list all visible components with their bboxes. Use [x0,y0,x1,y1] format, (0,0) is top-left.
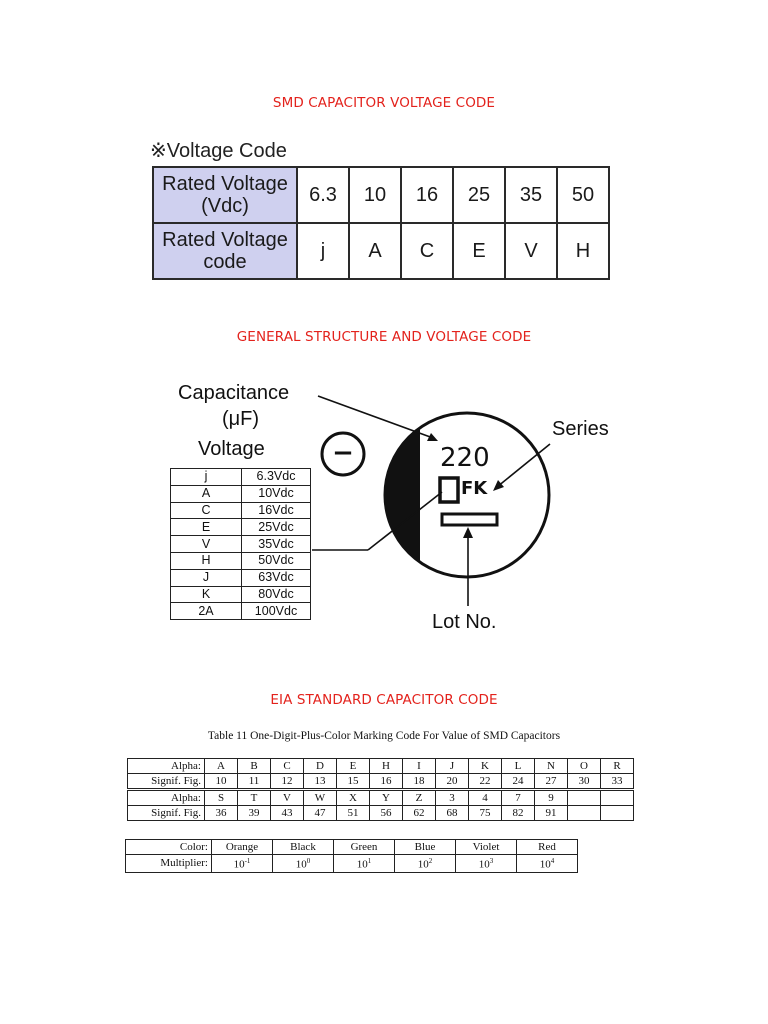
multiplier-row [126,855,578,873]
multiplier-base: 10 [478,858,490,871]
heading-general-structure: GENERAL STRUCTURE AND VOLTAGE CODE [236,329,532,345]
signif-row [128,774,634,790]
multiplier-cell [212,855,273,873]
alpha-cell: 4 [469,790,502,806]
alpha-cell: B [238,759,271,774]
color-cell: Orange [212,840,273,855]
voltage-code-caption: ※Voltage Code [150,140,287,162]
voltage-cell: 10Vdc [242,485,311,502]
capacitance-leader-line [318,396,433,438]
multiplier-cell [334,855,395,873]
signif-cell: 43 [271,806,304,821]
table-row [171,502,311,519]
color-label: Color: [126,840,212,855]
multiplier-cell [456,855,517,873]
alpha-cell: E [337,759,370,774]
alpha-cell: I [403,759,436,774]
voltage-code-table [152,166,610,280]
capacitance-value: 220 [440,443,490,473]
alpha-label: Alpha: [128,790,205,806]
negative-stripe [384,427,420,563]
voltage-label: Voltage [198,438,265,460]
table-row [171,552,311,569]
voltage-code-header [153,223,297,279]
voltage-cell: 35Vdc [242,536,311,553]
voltage-cell: 100Vdc [242,603,311,620]
signif-cell: 24 [502,774,535,790]
header-line: (Vdc) [201,195,249,217]
table-row [171,603,311,620]
signif-cell: 33 [601,774,634,790]
multiplier-base: 10 [295,858,307,871]
signif-cell: 27 [535,774,568,790]
signif-cell: 47 [304,806,337,821]
signif-cell: 36 [205,806,238,821]
code-cell: j [171,469,242,486]
alpha-cell: T [238,790,271,806]
multiplier-exponent: -1 [244,857,251,865]
voltage-code-box [440,478,458,502]
signif-cell: 51 [337,806,370,821]
multiplier-base: 10 [417,858,429,871]
color-cell: Red [517,840,578,855]
voltage-cell: 50Vdc [242,552,311,569]
alpha-cell: S [205,790,238,806]
alpha-cell: X [337,790,370,806]
alpha-label: Alpha: [128,759,205,774]
table-row [171,536,311,553]
signif-cell: 18 [403,774,436,790]
table-row [171,569,311,586]
header-line: code [203,251,247,273]
alpha-cell: V [271,790,304,806]
table-row [171,586,311,603]
voltage-cell: 25Vdc [242,519,311,536]
code-cell: A [349,223,401,279]
alpha-cell: W [304,790,337,806]
multiplier-label: Multiplier: [126,855,212,873]
voltage-cell: 35 [505,167,557,223]
rated-voltage-header [153,167,297,223]
structure-voltage-table [170,468,311,620]
lot-number-label: Lot No. [432,611,497,633]
series-label: Series [552,418,609,440]
multiplier-cell [395,855,456,873]
signif-cell: 22 [469,774,502,790]
alpha-cell: A [205,759,238,774]
voltage-cell: 50 [557,167,609,223]
capacitance-label: Capacitance [178,382,290,404]
voltage-cell: 16 [401,167,453,223]
multiplier-exponent: 1 [367,857,372,865]
table-row [171,469,311,486]
multiplier-exponent: 3 [489,857,494,865]
voltage-cell: 6.3Vdc [242,469,311,486]
header-line: Rated Voltage [162,229,288,251]
code-cell: V [171,536,242,553]
eia-marking-code-table [127,758,634,821]
signif-cell: 12 [271,774,304,790]
alpha-cell: J [436,759,469,774]
lot-number-bar [442,514,497,525]
signif-label: Signif. Fig. [128,806,205,821]
multiplier-exponent: 4 [550,857,555,865]
alpha-cell [568,790,601,806]
signif-cell: 10 [205,774,238,790]
voltage-cell: 16Vdc [242,502,311,519]
alpha-cell: Z [403,790,436,806]
voltage-code-row [153,223,609,279]
alpha-cell: K [469,759,502,774]
signif-cell: 16 [370,774,403,790]
capacitance-unit-label: (μF) [222,408,260,430]
alpha-cell: L [502,759,535,774]
lot-arrowhead [463,527,473,538]
alpha-row [128,759,634,774]
rated-voltage-row [153,167,609,223]
voltage-cell: 25 [453,167,505,223]
eia-table-caption: Table 11 One-Digit-Plus-Color Marking Code For Value of SMD Capacitors [207,730,561,742]
signif-cell: 91 [535,806,568,821]
signif-cell: 20 [436,774,469,790]
alpha-cell: Y [370,790,403,806]
signif-cell [601,806,634,821]
color-cell: Black [273,840,334,855]
alpha-cell [601,790,634,806]
code-cell: V [505,223,557,279]
color-row [126,840,578,855]
signif-cell: 56 [370,806,403,821]
voltage-cell: 6.3 [297,167,349,223]
alpha-row [128,790,634,806]
signif-cell: 39 [238,806,271,821]
signif-label: Signif. Fig. [128,774,205,790]
multiplier-exponent: 0 [306,857,311,865]
alpha-cell: R [601,759,634,774]
signif-cell: 15 [337,774,370,790]
code-cell: H [171,552,242,569]
header-line: Rated Voltage [162,173,288,195]
series-code: FK [461,478,488,499]
color-cell: Violet [456,840,517,855]
multiplier-base: 10 [539,858,551,871]
signif-cell: 30 [568,774,601,790]
signif-cell: 13 [304,774,337,790]
code-cell: E [453,223,505,279]
signif-cell: 68 [436,806,469,821]
code-cell: C [401,223,453,279]
multiplier-exponent: 2 [428,857,433,865]
multiplier-cell [273,855,334,873]
multiplier-base: 10 [233,858,245,871]
voltage-cell: 63Vdc [242,569,311,586]
table-row [171,519,311,536]
table-row [171,485,311,502]
signif-cell: 62 [403,806,436,821]
alpha-cell: 3 [436,790,469,806]
signif-cell: 82 [502,806,535,821]
signif-cell: 75 [469,806,502,821]
multiplier-cell [517,855,578,873]
heading-smd-voltage-code: SMD CAPACITOR VOLTAGE CODE [272,95,496,111]
color-cell: Green [334,840,395,855]
code-cell: C [171,502,242,519]
code-cell: K [171,586,242,603]
signif-cell [568,806,601,821]
code-cell: H [557,223,609,279]
alpha-cell: D [304,759,337,774]
alpha-cell: C [271,759,304,774]
signif-cell: 11 [238,774,271,790]
color-multiplier-table [125,839,578,873]
code-cell: j [297,223,349,279]
code-cell: J [171,569,242,586]
alpha-cell: O [568,759,601,774]
code-cell: A [171,485,242,502]
minus-symbol-icon: − [332,438,354,468]
signif-row [128,806,634,821]
code-cell: 2A [171,603,242,620]
color-cell: Blue [395,840,456,855]
multiplier-base: 10 [356,858,368,871]
heading-eia-standard: EIA STANDARD CAPACITOR CODE [270,692,498,708]
code-cell: E [171,519,242,536]
alpha-cell: 9 [535,790,568,806]
voltage-cell: 10 [349,167,401,223]
alpha-cell: H [370,759,403,774]
voltage-cell: 80Vdc [242,586,311,603]
alpha-cell: N [535,759,568,774]
alpha-cell: 7 [502,790,535,806]
